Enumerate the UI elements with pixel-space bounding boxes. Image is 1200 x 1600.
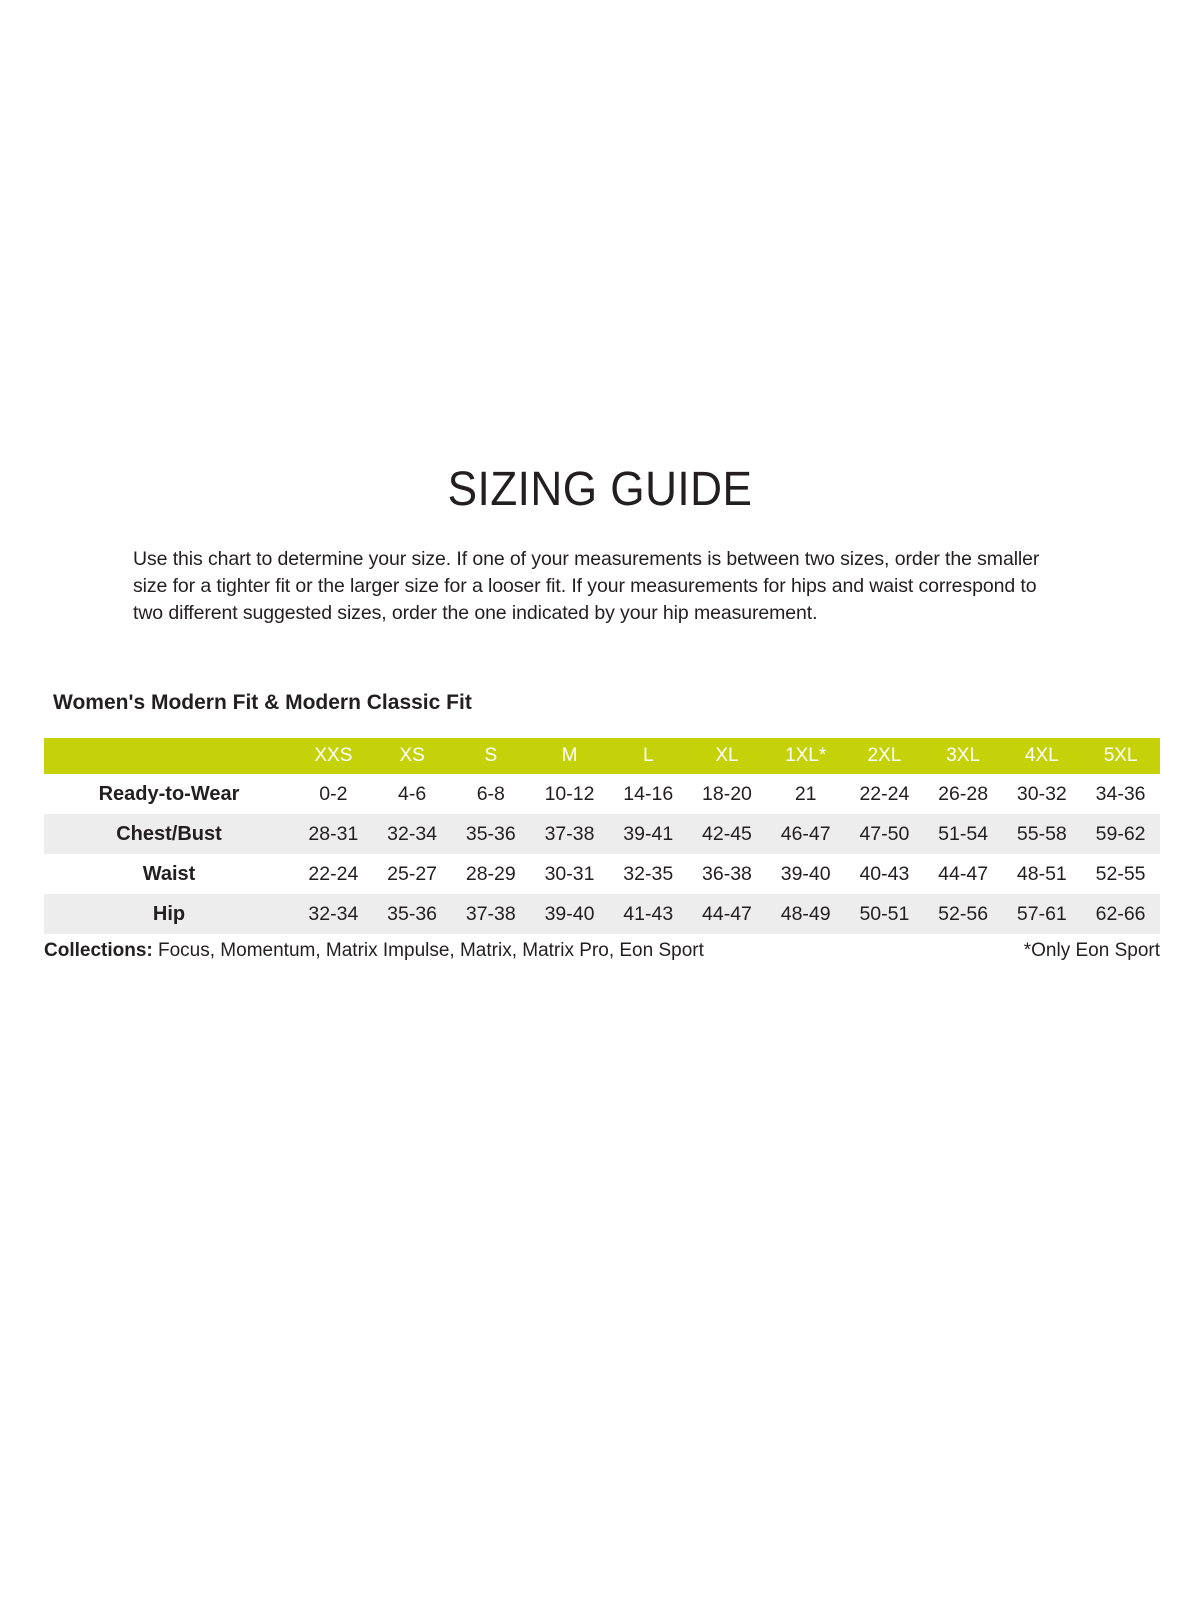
- size-value-cell: 62-66: [1095, 902, 1146, 925]
- size-value-cell: 32-34: [308, 902, 359, 925]
- size-value-cell: 39-41: [623, 822, 674, 845]
- size-table-row: [44, 894, 1160, 934]
- size-value-cell: 44-47: [702, 902, 752, 925]
- size-column-header: 1XL*: [785, 745, 827, 766]
- size-chart-table: [44, 738, 1160, 934]
- size-value-cell: 40-43: [859, 862, 910, 885]
- size-column-header: XS: [399, 745, 425, 766]
- page-title: SIZING GUIDE: [447, 463, 753, 516]
- size-value-cell: 36-38: [702, 862, 752, 885]
- size-chart-header: [44, 738, 1160, 774]
- size-value-cell: 41-43: [623, 902, 674, 925]
- row-label: Ready-to-Wear: [98, 782, 240, 805]
- size-column-header: 3XL: [946, 745, 981, 766]
- collections-list: Focus, Momentum, Matrix Impulse, Matrix, Matrix Pro, Eon Sport: [152, 940, 704, 961]
- size-value-cell: 21: [794, 782, 817, 805]
- size-value-cell: 30-31: [544, 862, 595, 885]
- size-column-header: L: [642, 745, 654, 766]
- size-value-cell: 59-62: [1095, 822, 1146, 845]
- size-value-cell: 57-61: [1016, 902, 1067, 925]
- size-value-cell: 32-34: [387, 822, 438, 845]
- size-value-cell: 30-32: [1016, 782, 1067, 805]
- size-value-cell: 37-38: [465, 902, 516, 925]
- size-value-cell: 37-38: [544, 822, 595, 845]
- size-value-cell: 52-55: [1095, 862, 1146, 885]
- size-column-header: 4XL: [1024, 745, 1059, 766]
- size-header-corner-cell: [44, 738, 294, 774]
- size-column-header: M: [561, 745, 578, 766]
- size-value-cell: 39-40: [780, 862, 831, 885]
- collections-row: [44, 940, 1160, 962]
- size-value-cell: 42-45: [702, 822, 752, 845]
- size-value-cell: 0-2: [319, 782, 348, 805]
- size-value-cell: 28-29: [465, 862, 516, 885]
- size-column-header: XXS: [314, 745, 353, 766]
- intro-paragraph: Use this chart to determine your size. If one of your measurements is between two sizes, order the smaller size for a tighter fit or the larger size for a looser fit. If your measurements for hips and waist correspond to two different suggested sizes, order the one indicated by your hip measurement.: [133, 548, 1040, 624]
- size-value-cell: 48-51: [1016, 862, 1067, 885]
- size-chart-body: [44, 774, 1160, 934]
- collections-label: Collections:: [44, 940, 153, 961]
- collections-text: [44, 940, 704, 962]
- size-value-cell: 46-47: [780, 822, 831, 845]
- section-heading: Women's Modern Fit & Modern Classic Fit: [53, 691, 472, 714]
- size-value-cell: 35-36: [387, 902, 438, 925]
- size-value-cell: 22-24: [308, 862, 359, 885]
- size-value-cell: 25-27: [387, 862, 438, 885]
- size-column-header: 2XL: [867, 745, 902, 766]
- size-column-header: 5XL: [1103, 745, 1138, 766]
- size-value-cell: 10-12: [544, 782, 595, 805]
- size-value-cell: 51-54: [938, 822, 989, 845]
- size-value-cell: 48-49: [780, 902, 831, 925]
- size-value-cell: 26-28: [938, 782, 989, 805]
- size-value-cell: 34-36: [1095, 782, 1146, 805]
- size-value-cell: 18-20: [702, 782, 752, 805]
- row-label: Chest/Bust: [116, 822, 222, 845]
- size-value-cell: 39-40: [544, 902, 595, 925]
- size-value-cell: 44-47: [938, 862, 989, 885]
- size-value-cell: 55-58: [1016, 822, 1067, 845]
- size-header-row: [44, 738, 1160, 774]
- size-value-cell: 6-8: [476, 782, 505, 805]
- size-column-header: S: [484, 745, 498, 766]
- row-label: Hip: [152, 902, 186, 925]
- row-label: Waist: [142, 862, 196, 885]
- size-table-row: [44, 814, 1160, 854]
- size-value-cell: 4-6: [397, 782, 427, 805]
- size-value-cell: 22-24: [859, 782, 910, 805]
- size-table-row: [44, 774, 1160, 814]
- size-column-header: XL: [715, 745, 739, 766]
- size-value-cell: 14-16: [623, 782, 674, 805]
- size-value-cell: 32-35: [623, 862, 674, 885]
- size-value-cell: 28-31: [308, 822, 359, 845]
- footnote-only-eon-sport: *Only Eon Sport: [1023, 940, 1160, 961]
- size-value-cell: 47-50: [859, 822, 910, 845]
- size-value-cell: 52-56: [938, 902, 989, 925]
- size-table-row: [44, 854, 1160, 894]
- size-value-cell: 35-36: [465, 822, 516, 845]
- size-value-cell: 50-51: [859, 902, 910, 925]
